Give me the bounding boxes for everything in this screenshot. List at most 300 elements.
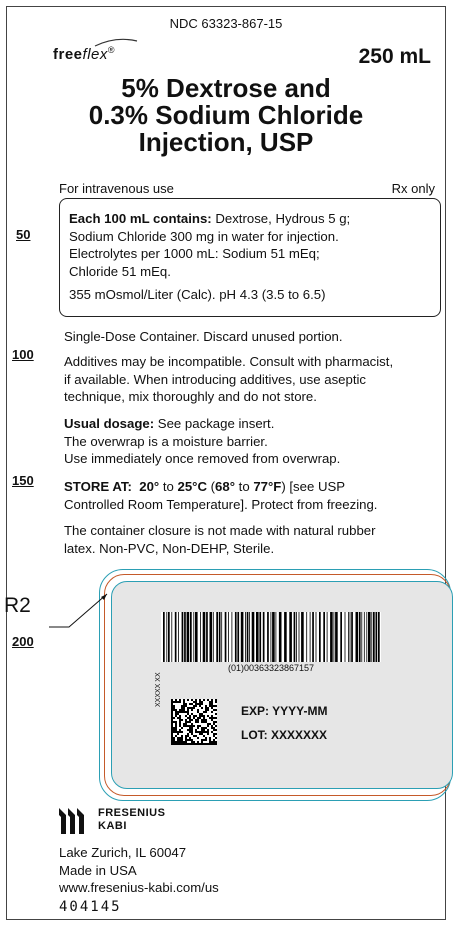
matrix-cell (183, 709, 185, 711)
matrix-cell (175, 741, 177, 743)
dosage-line-3: Use immediately once removed from overwrap. (64, 451, 341, 466)
matrix-cell (211, 743, 213, 745)
barcode-bar (210, 612, 213, 662)
matrix-cell (205, 721, 207, 723)
matrix-cell (193, 701, 195, 703)
single-dose-text: Single-Dose Container. Discard unused portion. (64, 329, 343, 344)
fresenius-kabi-logo-icon (57, 806, 89, 836)
matrix-cell (197, 717, 199, 719)
barcode-bar (190, 612, 192, 662)
barcode-bar (296, 612, 297, 662)
matrix-cell (175, 701, 177, 703)
storage-temp-4: 77°F (253, 479, 282, 494)
matrix-cell (171, 743, 173, 745)
matrix-cell (213, 729, 215, 731)
matrix-cell (199, 725, 201, 727)
matrix-cell (187, 709, 189, 711)
matrix-cell (213, 721, 215, 723)
matrix-cell (203, 715, 205, 717)
matrix-cell (177, 743, 179, 745)
matrix-cell (171, 705, 173, 707)
matrix-cell (211, 719, 213, 721)
matrix-cell (205, 709, 207, 711)
storage-line-2: Controlled Room Temperature]. Protect from freezing. (64, 496, 378, 512)
barcode-bar (364, 612, 365, 662)
dosage-heading-rest: See package insert. (154, 416, 275, 431)
dosage-line-1 (64, 415, 444, 433)
address-city: Lake Zurich, IL 60047 (59, 845, 187, 860)
matrix-cell (185, 725, 187, 727)
matrix-cell (171, 723, 173, 725)
matrix-cell (173, 701, 175, 703)
barcode-bar (219, 612, 221, 662)
matrix-cell (189, 739, 191, 741)
matrix-cell (195, 729, 197, 731)
matrix-cell (179, 701, 181, 703)
matrix-cell (183, 723, 185, 725)
matrix-cell (171, 719, 173, 721)
matrix-cell (201, 721, 203, 723)
matrix-cell (199, 715, 201, 717)
matrix-cell (187, 721, 189, 723)
matrix-cell (203, 719, 205, 721)
matrix-cell (201, 703, 203, 705)
matrix-cell (185, 705, 187, 707)
composition-heading: Each 100 mL contains: (69, 211, 212, 226)
matrix-cell (177, 739, 179, 741)
barcode-bar (221, 612, 222, 662)
matrix-cell (215, 737, 217, 739)
barcode-bar (306, 612, 307, 662)
matrix-cell (183, 707, 185, 709)
barcode-bar (168, 612, 170, 662)
matrix-cell (207, 743, 209, 745)
dosage-heading: Usual dosage: (64, 416, 155, 431)
barcode-bar (182, 612, 184, 662)
matrix-cell (189, 717, 191, 719)
matrix-cell (189, 707, 191, 709)
storage-paren: ( (206, 479, 216, 494)
storage-section (64, 478, 444, 513)
matrix-cell (189, 715, 191, 717)
manufacturer-address (59, 844, 219, 897)
matrix-cell (205, 711, 207, 713)
matrix-cell (173, 737, 175, 739)
barcode-bar (184, 612, 186, 662)
matrix-cell (175, 721, 177, 723)
matrix-cell (187, 735, 189, 737)
matrix-cell (203, 731, 205, 733)
matrix-cell (195, 699, 197, 701)
matrix-cell (205, 739, 207, 741)
single-dose-statement (64, 328, 444, 346)
matrix-cell (199, 703, 201, 705)
matrix-cell (189, 721, 191, 723)
matrix-cell (187, 713, 189, 715)
matrix-cell (191, 739, 193, 741)
product-title (7, 75, 445, 156)
matrix-cell (195, 705, 197, 707)
matrix-cell (207, 715, 209, 717)
r2-leader-line (47, 591, 117, 629)
barcode-bar (327, 612, 328, 662)
matrix-cell (179, 717, 181, 719)
matrix-cell (185, 741, 187, 743)
osmolarity-ph: 355 mOsmol/Liter (Calc). pH 4.3 (3.5 to 6.5) (69, 287, 326, 302)
matrix-cell (201, 719, 203, 721)
barcode-bar (193, 612, 194, 662)
barcode-bar (373, 612, 375, 662)
matrix-cell (179, 723, 181, 725)
barcode-bar (316, 612, 317, 662)
matrix-cell (191, 741, 193, 743)
matrix-cell (203, 729, 205, 731)
matrix-cell (201, 707, 203, 709)
matrix-cell (197, 727, 199, 729)
matrix-cell (199, 705, 201, 707)
matrix-cell (193, 717, 195, 719)
matrix-cell (173, 721, 175, 723)
matrix-cell (215, 721, 217, 723)
barcode-bar (235, 612, 237, 662)
matrix-cell (183, 711, 185, 713)
matrix-cell (207, 709, 209, 711)
barcode-bar (276, 612, 277, 662)
matrix-cell (191, 727, 193, 729)
matrix-code-label: XXXXX XX (155, 672, 162, 707)
matrix-cell (211, 707, 213, 709)
matrix-cell (197, 737, 199, 739)
lot-number: LOT: XXXXXXX (241, 728, 328, 742)
matrix-cell (189, 743, 191, 745)
matrix-cell (171, 741, 173, 743)
matrix-cell (205, 705, 207, 707)
matrix-cell (175, 731, 177, 733)
barcode-bar (335, 612, 338, 662)
brand-logo (53, 45, 115, 63)
barcode-bar (216, 612, 218, 662)
matrix-cell (197, 741, 199, 743)
matrix-cell (211, 711, 213, 713)
matrix-cell (199, 701, 201, 703)
barcode-bar (225, 612, 227, 662)
matrix-cell (191, 707, 193, 709)
matrix-cell (203, 699, 205, 701)
barcode-bar (213, 612, 214, 662)
graduation-50: 50 (16, 227, 31, 242)
matrix-cell (171, 735, 173, 737)
matrix-cell (183, 741, 185, 743)
barcode-bar (319, 612, 321, 662)
matrix-cell (201, 729, 203, 731)
matrix-cell (189, 729, 191, 731)
data-matrix-code (171, 699, 217, 745)
barcode-bar (171, 612, 172, 662)
matrix-cell (177, 713, 179, 715)
matrix-cell (191, 723, 193, 725)
matrix-cell (181, 711, 183, 713)
matrix-cell (179, 719, 181, 721)
matrix-cell (211, 727, 213, 729)
matrix-cell (201, 727, 203, 729)
matrix-cell (205, 737, 207, 739)
barcode-bar (163, 612, 165, 662)
matrix-cell (199, 731, 201, 733)
graduation-100: 100 (12, 347, 34, 362)
matrix-cell (195, 743, 197, 745)
barcode-bar (228, 612, 229, 662)
matrix-cell (181, 735, 183, 737)
matrix-cell (187, 743, 189, 745)
matrix-cell (173, 707, 175, 709)
matrix-cell (187, 711, 189, 713)
barcode-bar (289, 612, 292, 662)
composition-line-1 (69, 210, 432, 228)
matrix-cell (179, 725, 181, 727)
matrix-cell (179, 739, 181, 741)
barcode-bar (200, 612, 201, 662)
matrix-cell (215, 713, 217, 715)
matrix-cell (211, 705, 213, 707)
barcode-bar (351, 612, 353, 662)
dosage-section (64, 415, 444, 468)
product-label (6, 6, 446, 920)
matrix-cell (201, 733, 203, 735)
barcode-bar (348, 612, 349, 662)
barcode-bar (368, 612, 371, 662)
matrix-cell (181, 727, 183, 729)
matrix-cell (195, 701, 197, 703)
matrix-cell (213, 717, 215, 719)
barcode-bar (359, 612, 361, 662)
matrix-cell (183, 701, 185, 703)
barcode-bar (249, 612, 250, 662)
matrix-cell (187, 739, 189, 741)
matrix-cell (179, 741, 181, 743)
matrix-cell (209, 705, 211, 707)
matrix-cell (201, 731, 203, 733)
barcode-bar (175, 612, 177, 662)
matrix-cell (171, 711, 173, 713)
matrix-cell (199, 717, 201, 719)
composition-line-3: Electrolytes per 1000 mL: Sodium 51 mEq; (69, 246, 320, 261)
matrix-cell (195, 719, 197, 721)
matrix-cell (179, 721, 181, 723)
matrix-cell (177, 737, 179, 739)
matrix-cell (193, 707, 195, 709)
barcode-bar (294, 612, 296, 662)
barcode-bar (195, 612, 198, 662)
barcode-bar (241, 612, 244, 662)
matrix-cell (175, 715, 177, 717)
manufacturer-name-line-2: KABI (98, 819, 127, 832)
barcode-bar (356, 612, 359, 662)
volume: 250 mL (358, 45, 431, 68)
matrix-cell (189, 737, 191, 739)
barcode-bar (256, 612, 259, 662)
title-line-1: 5% Dextrose and (121, 73, 331, 103)
matrix-cell (193, 743, 195, 745)
matrix-cell (195, 715, 197, 717)
matrix-cell (209, 701, 211, 703)
matrix-cell (203, 739, 205, 741)
storage-line-1 (64, 478, 444, 496)
matrix-cell (205, 731, 207, 733)
matrix-cell (173, 727, 175, 729)
composition-line-4: Chloride 51 mEq. (69, 263, 171, 279)
matrix-cell (199, 713, 201, 715)
matrix-cell (185, 739, 187, 741)
matrix-cell (171, 721, 173, 723)
matrix-cell (211, 717, 213, 719)
matrix-cell (181, 741, 183, 743)
matrix-cell (189, 703, 191, 705)
barcode-bar (203, 612, 206, 662)
matrix-cell (189, 731, 191, 733)
matrix-cell (175, 699, 177, 701)
matrix-cell (215, 725, 217, 727)
matrix-cell (175, 723, 177, 725)
matrix-cell (211, 699, 213, 701)
storage-heading: STORE AT: (64, 479, 132, 494)
barcode-bar (178, 612, 179, 662)
matrix-cell (179, 699, 181, 701)
matrix-cell (197, 721, 199, 723)
matrix-cell (213, 705, 215, 707)
matrix-cell (177, 731, 179, 733)
matrix-cell (183, 699, 185, 701)
matrix-cell (175, 709, 177, 711)
barcode-bar (247, 612, 249, 662)
matrix-cell (171, 731, 173, 733)
matrix-cell (177, 741, 179, 743)
barcode-bar (259, 612, 261, 662)
matrix-cell (197, 719, 199, 721)
additives-line-3: technique, mix thoroughly and do not store. (64, 389, 317, 404)
matrix-cell (211, 731, 213, 733)
matrix-cell (179, 709, 181, 711)
matrix-cell (203, 735, 205, 737)
matrix-cell (185, 721, 187, 723)
matrix-cell (189, 719, 191, 721)
matrix-cell (211, 725, 213, 727)
barcode-bar (312, 612, 314, 662)
matrix-cell (185, 737, 187, 739)
matrix-cell (183, 743, 185, 745)
matrix-cell (187, 717, 189, 719)
matrix-cell (201, 741, 203, 743)
matrix-cell (215, 699, 217, 701)
matrix-cell (171, 713, 173, 715)
matrix-cell (199, 733, 201, 735)
manufacturer-name (98, 807, 165, 832)
matrix-cell (185, 703, 187, 705)
matrix-cell (193, 725, 195, 727)
matrix-cell (197, 731, 199, 733)
matrix-cell (191, 709, 193, 711)
matrix-cell (177, 701, 179, 703)
graduation-200: 200 (12, 634, 34, 649)
matrix-cell (193, 705, 195, 707)
matrix-cell (213, 727, 215, 729)
manufacturer-name-line-1: FRESENIUS (98, 807, 166, 819)
matrix-cell (197, 711, 199, 713)
matrix-cell (173, 741, 175, 743)
label-code: 404145 (59, 899, 122, 915)
matrix-cell (177, 717, 179, 719)
matrix-cell (185, 719, 187, 721)
matrix-cell (191, 725, 193, 727)
barcode-bar (279, 612, 282, 662)
matrix-cell (207, 707, 209, 709)
matrix-cell (193, 715, 195, 717)
matrix-cell (205, 719, 207, 721)
matrix-cell (195, 721, 197, 723)
storage-temp-2: 25°C (177, 479, 207, 494)
matrix-cell (207, 733, 209, 735)
matrix-cell (199, 699, 201, 701)
matrix-cell (215, 717, 217, 719)
matrix-cell (209, 737, 211, 739)
matrix-cell (179, 711, 181, 713)
revision-marker: R2 (4, 594, 31, 617)
matrix-cell (203, 727, 205, 729)
matrix-cell (171, 739, 173, 741)
matrix-cell (181, 743, 183, 745)
address-website: www.fresenius-kabi.com/us (59, 880, 219, 895)
matrix-cell (189, 727, 191, 729)
barcode-number: (01)00363323867157 (227, 663, 315, 673)
route-of-administration: For intravenous use (59, 181, 174, 196)
barcode-bar (378, 612, 380, 662)
matrix-cell (181, 719, 183, 721)
matrix-cell (171, 709, 173, 711)
composition-line-2: Sodium Chloride 300 mg in water for injection. (69, 228, 339, 244)
barcode-bar (166, 612, 167, 662)
matrix-cell (173, 729, 175, 731)
matrix-cell (171, 715, 173, 717)
barcode-bar (334, 612, 335, 662)
matrix-cell (209, 703, 211, 705)
matrix-cell (209, 741, 211, 743)
graduation-150: 150 (12, 473, 34, 488)
matrix-cell (213, 723, 215, 725)
expiry-date: EXP: YYYY-MM (241, 704, 328, 718)
ndc-number: NDC 63323-867-15 (169, 16, 283, 31)
matrix-cell (171, 737, 173, 739)
matrix-cell (215, 729, 217, 731)
barcode-bar (237, 612, 239, 662)
matrix-cell (181, 709, 183, 711)
barcode-bar (301, 612, 304, 662)
matrix-cell (213, 709, 215, 711)
matrix-cell (181, 705, 183, 707)
matrix-cell (213, 739, 215, 741)
matrix-cell (171, 701, 173, 703)
closure-statement (64, 522, 444, 557)
matrix-cell (187, 733, 189, 735)
matrix-cell (213, 733, 215, 735)
matrix-cell (175, 711, 177, 713)
matrix-cell (181, 707, 183, 709)
matrix-cell (171, 729, 173, 731)
matrix-cell (171, 707, 173, 709)
matrix-cell (187, 707, 189, 709)
matrix-cell (205, 707, 207, 709)
storage-temp-3: 68° (215, 479, 235, 494)
matrix-cell (191, 703, 193, 705)
matrix-cell (201, 739, 203, 741)
